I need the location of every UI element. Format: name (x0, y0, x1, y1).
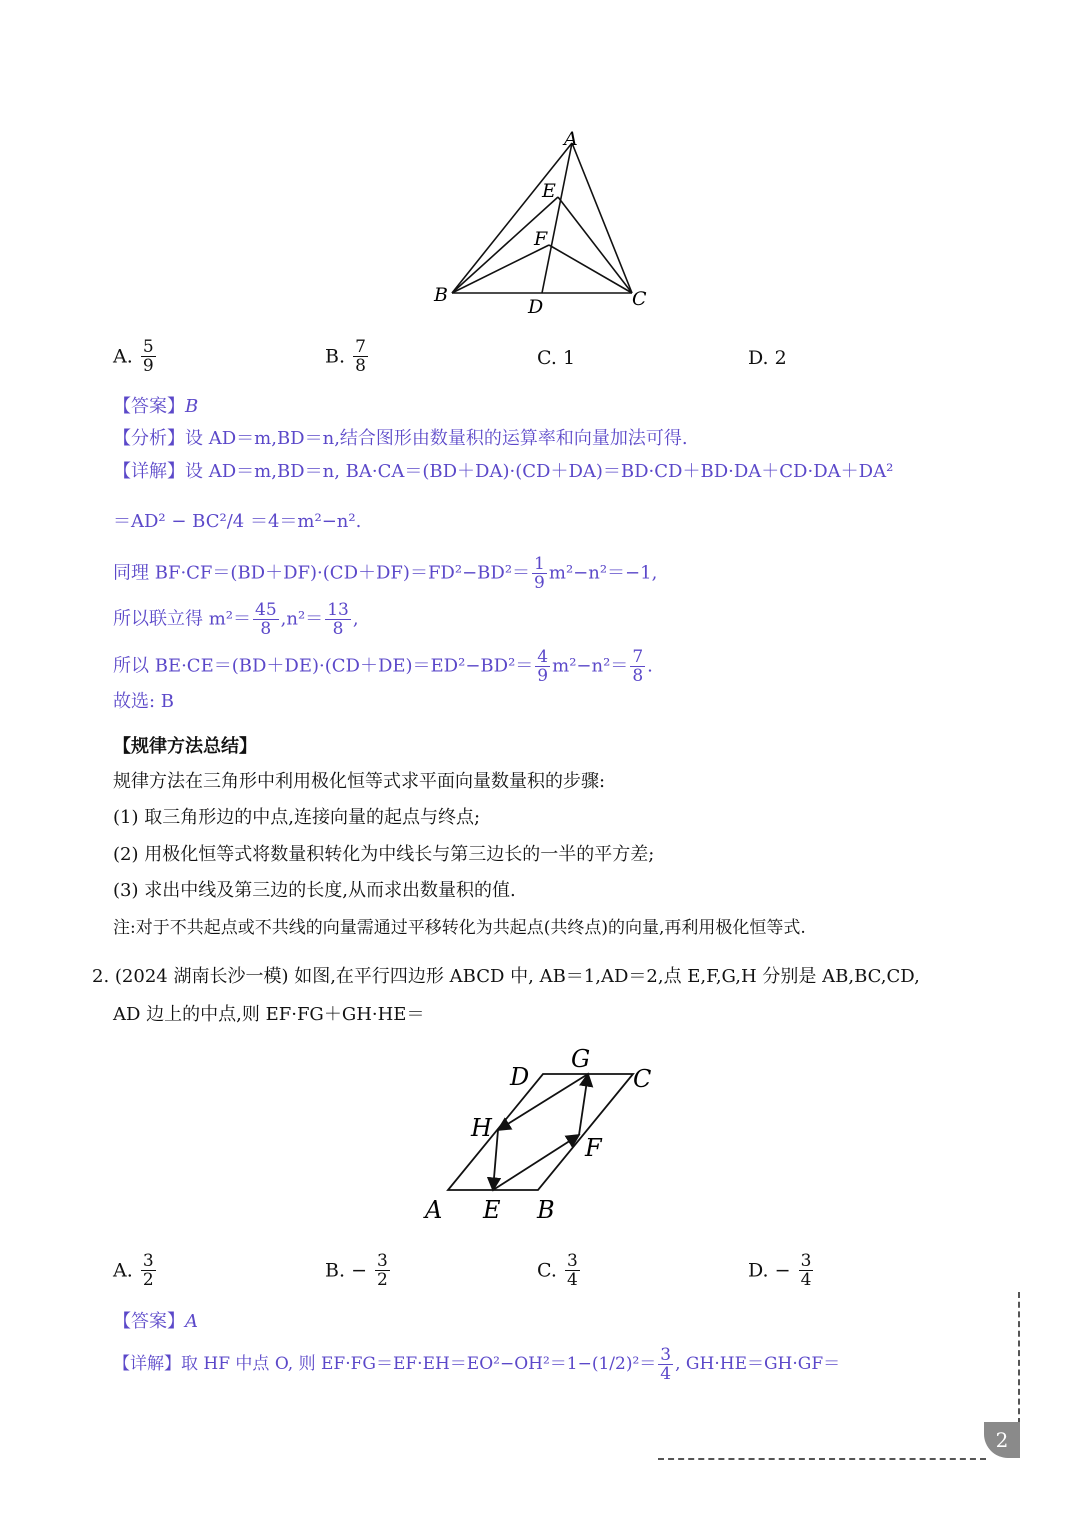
summary-note: 注:对于不共起点或不共线的向量需通过平移转化为共起点(共终点)的向量,再利用极化恒等式. (113, 918, 806, 938)
summary-line: (3) 求出中线及第三边的长度,从而求出数量积的值. (113, 880, 516, 901)
q1-detail-line3: 同理 BF·CF＝(BD＋DF)·(CD＋DF)＝FD²−BD²＝ $\frac{1}{9}$ m²−n²＝−1, (113, 554, 658, 593)
q2-detail: 【详解】取 HF 中点 O, 则 EF·FG＝EF·EH＝EO²−OH²＝1−(1/2)²＝ $\frac{3}{4}$ , GH·HE＝GH·GF＝ (113, 1345, 841, 1384)
q2-stem-line1: 2. (2024 湖南长沙一模) 如图,在平行四边形 ABCD 中, AB＝1,AD＝2,点 E,F,G,H 分别是 AB,BC,CD, (92, 966, 920, 987)
label-f: F (534, 228, 548, 250)
label-f: F (585, 1134, 602, 1162)
label-a: A (564, 128, 578, 150)
summary-title: 【规律方法总结】 (113, 736, 257, 757)
q2-option-a[interactable]: A. $\frac{3}{2}$ (113, 1251, 154, 1290)
q1-detail-line2: ＝AD² − BC²/4 ＝4＝m²−n². (113, 511, 362, 532)
q1-option-b[interactable]: B. $\frac{7}{8}$ (325, 337, 366, 376)
parallelogram-figure (415, 1040, 675, 1230)
q2-answer: 【答案】A (113, 1311, 198, 1332)
q2-option-b[interactable]: B. − $\frac{3}{2}$ (325, 1251, 388, 1290)
q1-detail-line5: 所以 BE·CE＝(BD＋DE)·(CD＋DE)＝ED²−BD²＝ $\frac{4}{9}$ m²−n²＝ $\frac{7}{8}$ . (113, 647, 653, 686)
q1-option-a[interactable]: A. $\frac{5}{9}$ (113, 337, 154, 376)
q1-analysis: 【分析】设 AD＝m,BD＝n,结合图形由数量积的运算率和向量加法可得. (113, 428, 688, 449)
page-number: 2 (984, 1422, 1020, 1458)
triangle-figure (420, 125, 660, 325)
label-g: G (571, 1045, 591, 1073)
q1-answer: 【答案】B (113, 396, 199, 417)
label-e: E (483, 1196, 501, 1224)
q2-option-d[interactable]: D. − $\frac{3}{4}$ (748, 1251, 812, 1290)
q1-option-c[interactable]: C. 1 (537, 347, 576, 369)
q1-detail-line4: 所以联立得 m²＝ $\frac{45}{8}$ ,n²＝ $\frac{13}{8}$ , (113, 600, 359, 639)
label-h: H (471, 1114, 492, 1142)
label-c: C (632, 288, 647, 310)
q2-option-c[interactable]: C. $\frac{3}{4}$ (537, 1251, 578, 1290)
q1-option-d[interactable]: D. 2 (748, 347, 787, 369)
q1-detail-line1: 【详解】设 AD＝m,BD＝n, BA·CA＝(BD＋DA)·(CD＋DA)＝BD·CD＋BD·DA＋CD·DA＋DA² (113, 461, 894, 482)
label-d: D (510, 1063, 530, 1091)
page-border-bottom (658, 1458, 986, 1460)
summary-line: (1) 取三角形边的中点,连接向量的起点与终点; (113, 807, 481, 828)
page-border-right (1018, 1292, 1020, 1424)
summary-line: (2) 用极化恒等式将数量积转化为中线长与第三边长的一半的平方差; (113, 844, 655, 865)
label-b: B (434, 284, 448, 306)
label-e: E (542, 180, 556, 202)
q2-stem-line2: AD 边上的中点,则 EF·FG＋GH·HE＝ (113, 1004, 425, 1025)
summary-line: 规律方法在三角形中利用极化恒等式求平面向量数量积的步骤: (113, 771, 606, 792)
label-c: C (633, 1065, 652, 1093)
q1-conclusion: 故选: B (113, 691, 175, 712)
label-d: D (528, 296, 544, 318)
label-a: A (425, 1196, 443, 1224)
label-b: B (537, 1196, 555, 1224)
